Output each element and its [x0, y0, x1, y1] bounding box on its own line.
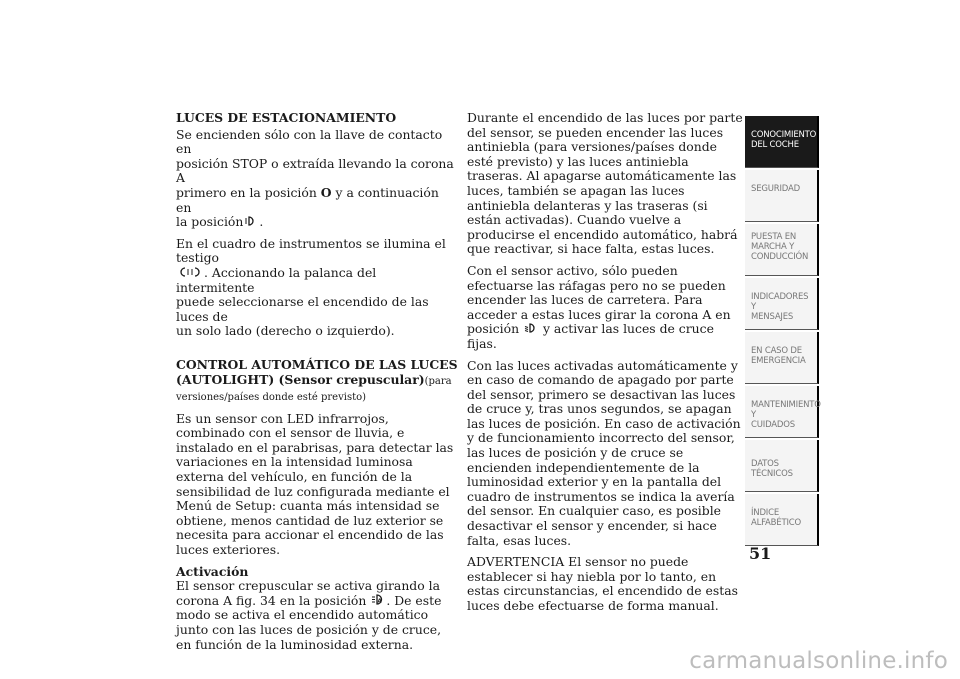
- tab-indicadores-y-mensajes[interactable]: INDICADORES Y MENSAJES: [745, 278, 819, 330]
- svg-text:A: A: [377, 598, 383, 605]
- tab-seguridad[interactable]: SEGURIDAD: [745, 170, 819, 222]
- sensor-off-paragraph: Con las luces activadas automáticamente y en caso de comando de apagado por parte del sensor, primero se desactivan las luces de cruce y, tras unos segundos, se apagan las luces de posición. En caso de activación y de funcionamiento incorrecto del sensor, las luces de posición y de cruce se encienden independientemente de la luminosidad exterior y en la pantalla del cuadro de instrumentos se indica la avería del sensor. En cualquier caso, es posible desactivar el sensor y encender, si hace falta, esas luces.: [467, 357, 741, 548]
- watermark: carmanualsonline.info: [689, 648, 948, 674]
- chapter-tabs: [745, 116, 819, 548]
- high-beam-paragraph: Con el sensor activo, sólo pueden efectuarse las ráfagas pero no se pueden encender las luces de carretera. Para acceder a estas luces girar la corona A en posición y activar las luces de cruce fijas.: [467, 262, 731, 351]
- tab-datos-tecnicos[interactable]: DATOS TÉCNICOS: [745, 440, 819, 492]
- tab-mantenimiento-y-cuidados[interactable]: MANTENIMIENTO Y CUIDADOS: [745, 386, 819, 438]
- low-beam-icon: [524, 323, 538, 335]
- heading-parking-lights: LUCES DE ESTACIONAMIENTO: [176, 110, 397, 125]
- position-lights-icon: [177, 267, 203, 279]
- tab-en-caso-de-emergencia[interactable]: EN CASO DE EMERGENCIA: [745, 332, 819, 384]
- tab-indice-alfabetico[interactable]: ÍNDICE ALFABÉTICO: [745, 494, 819, 546]
- parking-paragraph-2: En el cuadro de instrumentos se ilumina el testigo . Accionando la palanca del intermitente puede seleccionarse el encendido de las luces de un solo lado (derecho o izquierdo).: [176, 235, 446, 339]
- left-column: [176, 111, 458, 659]
- heading-auto-light: CONTROL AUTOMÁTICO DE LAS LUCES (AUTOLIGHT) (Sensor crepuscular)(para versiones/países donde esté previsto): [176, 356, 458, 404]
- activation-paragraph: El sensor crepuscular se activa girando la corona A fig. 34 en la posición A . De este modo se activa el encendido automático junto con las luces de posición y de cruce, en función de la luminosidad externa.: [176, 578, 442, 652]
- parking-paragraph-1: Se encienden sólo con la llave de contacto en posición STOP o extraída llevando la corona A primero en la posición O y a continuación en la posición .: [176, 126, 454, 230]
- fog-lights-paragraph: Durante el encendido de las luces por parte del sensor, se pueden encender las luces antiniebla (para versiones/países donde esté previsto) y las luces antiniebla traseras. Al apagarse automáticamente las luces, también se apagan las luces antiniebla delanteras y las traseras (si están activadas). Cuando vuelve a producirse el encendido automático, habrá que reactivar, si hace falta, estas luces.: [467, 110, 743, 257]
- warning-paragraph: ADVERTENCIA El sensor no puede establecer si hay niebla por lo tanto, en estas circunstancias, el encendido de estas luces debe efectuarse de forma manual.: [467, 554, 738, 613]
- right-column: [467, 111, 745, 621]
- parking-light-icon: [244, 216, 258, 228]
- position-o-label: O: [320, 184, 332, 200]
- auto-light-icon: [371, 594, 385, 607]
- page-number: 51: [749, 544, 772, 563]
- auto-light-paragraph: Es un sensor con LED infrarrojos, combinado con el sensor de lluvia, e instalado en el parabrisas, para detectar las variaciones en la intensidad luminosa externa del vehículo, en función de la sensibilidad de luz configurada mediante el Menú de Setup: cuanta más intensidad se obtiene, menos cantidad de luz exterior se necesita para accionar el encendido de las luces exteriores.: [176, 410, 454, 558]
- tab-puesta-en-marcha[interactable]: PUESTA EN MARCHA Y CONDUCCIÓN: [745, 224, 819, 276]
- heading-activation: Activación: [176, 563, 249, 579]
- tab-conocimiento-del-coche[interactable]: CONOCIMIENTO DEL COCHE: [745, 116, 819, 168]
